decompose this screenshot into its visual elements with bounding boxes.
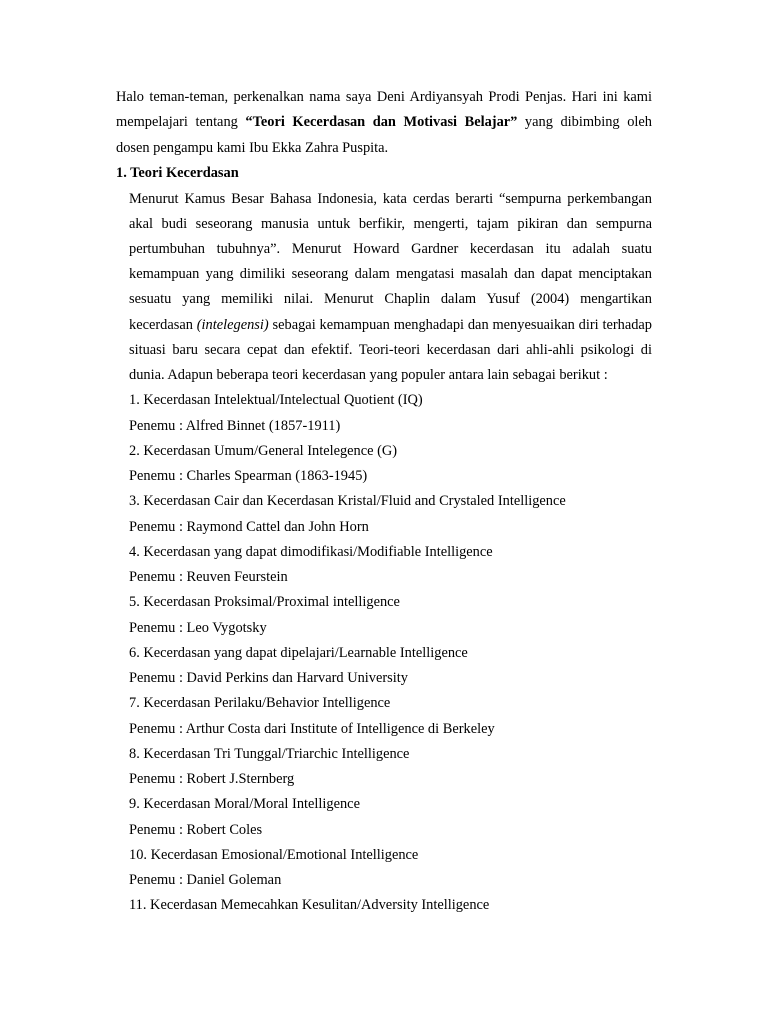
definition-text-end: sebagai kemampuan menghadapi dan menyesuaikan diri terhadap situasi baru secara cepat dan efektif. Teori-teori kecerdasan dari ahli-ahli psikologi di dunia. Adapun beberapa teori kecerdasan yang populer antara lain sebagai berikut : <box>129 316 652 384</box>
theory-inventor: Penemu : Reuven Feurstein <box>129 569 288 585</box>
intro-paragraph <box>116 85 652 161</box>
intro-text-end: yang dibimbing oleh dosen pengampu kami Ibu Ekka Zahra Puspita. <box>116 114 652 156</box>
document-page <box>116 85 652 919</box>
theory-inventor: Penemu : Raymond Cattel dan John Horn <box>129 518 369 535</box>
section-body <box>116 187 652 919</box>
theory-name: 2. Kecerdasan Umum/General Intelegence (G) <box>129 442 398 459</box>
theory-name: 3. Kecerdasan Cair dan Kecerdasan Kristal/Fluid and Crystaled Intelligence <box>129 493 566 510</box>
theory-name: 7. Kecerdasan Perilaku/Behavior Intelligence <box>129 695 391 712</box>
theory-name: 5. Kecerdasan Proksimal/Proximal intelligence <box>129 594 400 611</box>
theory-name: 9. Kecerdasan Moral/Moral Intelligence <box>129 796 360 813</box>
theory-inventor: Penemu : Alfred Binnet (1857-1911) <box>129 417 341 434</box>
theory-name: 1. Kecerdasan Intelektual/Intelectual Quotient (IQ) <box>129 392 423 409</box>
definition-italic-term: (intelegensi) <box>196 316 269 333</box>
intro-text-start: Halo teman-teman, perkenalkan nama saya Deni Ardiyansyah Prodi Penjas. Hari ini kami mempelajari tentang <box>116 89 652 131</box>
theory-name: 6. Kecerdasan yang dapat dipelajari/Learnable Intelligence <box>129 644 468 661</box>
theory-name: 8. Kecerdasan Tri Tunggal/Triarchic Intelligence <box>129 745 410 762</box>
theory-inventor: Penemu : Charles Spearman (1863-1945) <box>129 468 368 484</box>
theory-inventor: Penemu : Leo Vygotsky <box>129 619 267 636</box>
intro-topic: “Teori Kecerdasan dan Motivasi Belajar” <box>245 114 518 131</box>
theory-name: 11. Kecerdasan Memecahkan Kesulitan/Adversity Intelligence <box>129 897 490 914</box>
theory-inventor: Penemu : Robert J.Sternberg <box>129 771 295 787</box>
theory-inventor: Penemu : Robert Coles <box>129 821 263 838</box>
theory-inventor: Penemu : Arthur Costa dari Institute of Intelligence di Berkeley <box>129 720 495 737</box>
theory-name: 10. Kecerdasan Emosional/Emotional Intelligence <box>129 846 419 863</box>
definition-paragraph <box>129 187 652 389</box>
section-heading: 1. Teori Kecerdasan <box>116 165 239 182</box>
theory-inventor: Penemu : David Perkins dan Harvard University <box>129 670 408 686</box>
theory-list <box>129 388 652 918</box>
theory-name: 4. Kecerdasan yang dapat dimodifikasi/Modifiable Intelligence <box>129 543 493 560</box>
theory-inventor: Penemu : Daniel Goleman <box>129 872 282 888</box>
definition-text-start: Menurut Kamus Besar Bahasa Indonesia, kata cerdas berarti “sempurna perkembangan akal budi seseorang manusia untuk berfikir, mengerti, tajam pikiran dan sempurna pertumbuhan tubuhnya”. Menurut Howard Gardner kecerdasan itu adalah suatu kemampuan yang dimiliki seseorang dalam mengatasi masalah dan dapat menciptakan sesuatu yang memiliki nilai. Menurut Chaplin dalam Yusuf (2004) mengartikan kecerdasan <box>129 190 652 333</box>
